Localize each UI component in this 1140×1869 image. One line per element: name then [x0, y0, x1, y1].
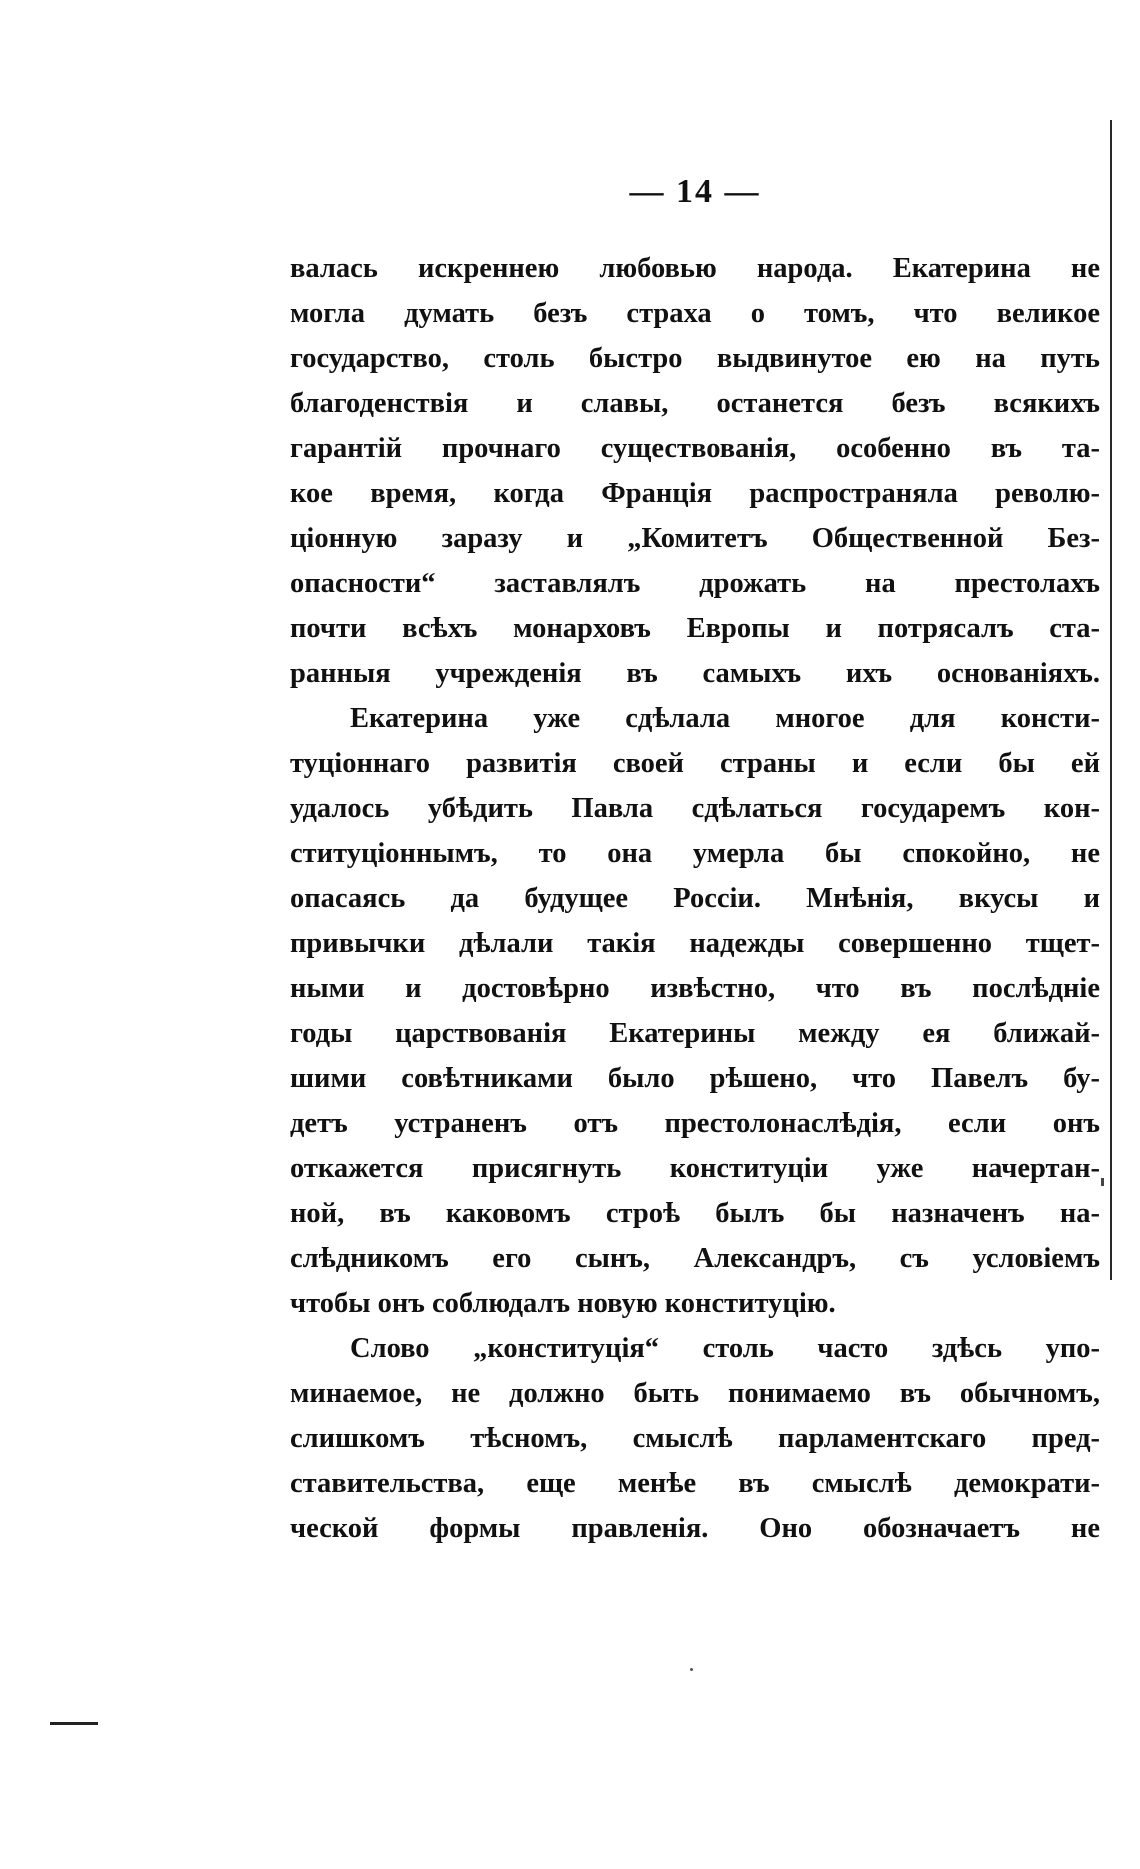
text-line: государство, столь быстро выдвинутое ею на путь	[290, 343, 1100, 374]
text-line: Слово „конституція“ столь часто здѣсь упо-	[350, 1333, 1100, 1364]
paragraph	[290, 1326, 1100, 1551]
text-line: детъ устраненъ отъ престолонаслѣдія, если онъ	[290, 1108, 1100, 1139]
text-line: ческой формы правленія. Оно обозначаетъ не	[290, 1513, 1100, 1544]
text-line: ституціоннымъ, то она умерла бы спокойно, не	[290, 838, 1100, 869]
text-line: шими совѣтниками было рѣшено, что Павелъ бу-	[290, 1063, 1100, 1094]
text-line: слѣдникомъ его сынъ, Александръ, съ условіемъ	[290, 1243, 1100, 1274]
text-line: ранныя учрежденія въ самыхъ ихъ основаніяхъ.	[290, 658, 1100, 689]
text-line: гарантій прочнаго существованія, особенно въ та-	[290, 433, 1100, 464]
text-line: опасности“ заставлялъ дрожать на престолахъ	[290, 568, 1100, 599]
text-line: удалось убѣдить Павла сдѣлаться государемъ кон-	[290, 793, 1100, 824]
print-speck	[1101, 1178, 1104, 1186]
text-line: ціонную заразу и „Комитетъ Общественной Без-	[290, 523, 1100, 554]
page-edge-line	[1110, 120, 1112, 1280]
text-line: привычки дѣлали такія надежды совершенно тщет-	[290, 928, 1100, 959]
print-speck	[690, 1668, 693, 1671]
text-line: валась искреннею любовью народа. Екатерина не	[290, 253, 1100, 284]
text-line: ставительства, еще менѣе въ смыслѣ демократи-	[290, 1468, 1100, 1499]
margin-dash	[50, 1722, 98, 1725]
text-line: могла думать безъ страха о томъ, что великое	[290, 298, 1100, 329]
text-line: откажется присягнуть конституціи уже начертан-	[290, 1153, 1100, 1184]
text-line: Екатерина уже сдѣлала многое для консти-	[350, 703, 1100, 734]
text-line: кое время, когда Франція распространяла револю-	[290, 478, 1100, 509]
text-line: ными и достовѣрно извѣстно, что въ послѣдніе	[290, 973, 1100, 1004]
text-line: туціоннаго развитія своей страны и если бы ей	[290, 748, 1100, 779]
text-line: благоденствія и славы, останется безъ всякихъ	[290, 388, 1100, 419]
page-number: — 14 —	[629, 173, 761, 210]
text-body	[290, 246, 1100, 1551]
text-line: слишкомъ тѣсномъ, смыслѣ парламентскаго пред-	[290, 1423, 1100, 1454]
text-line: опасаясь да будущее Россіи. Мнѣнія, вкусы и	[290, 883, 1100, 914]
text-line: годы царствованія Екатерины между ея ближай-	[290, 1018, 1100, 1049]
paragraph	[290, 696, 1100, 1326]
text-line: почти всѣхъ монарховъ Европы и потрясалъ ста-	[290, 613, 1100, 644]
text-line: минаемое, не должно быть понимаемо въ обычномъ,	[290, 1378, 1100, 1409]
text-line: чтобы онъ соблюдалъ новую конституцію.	[290, 1288, 836, 1319]
paragraph	[290, 246, 1100, 696]
text-line: ной, въ каковомъ строѣ былъ бы назначенъ на-	[290, 1198, 1100, 1229]
